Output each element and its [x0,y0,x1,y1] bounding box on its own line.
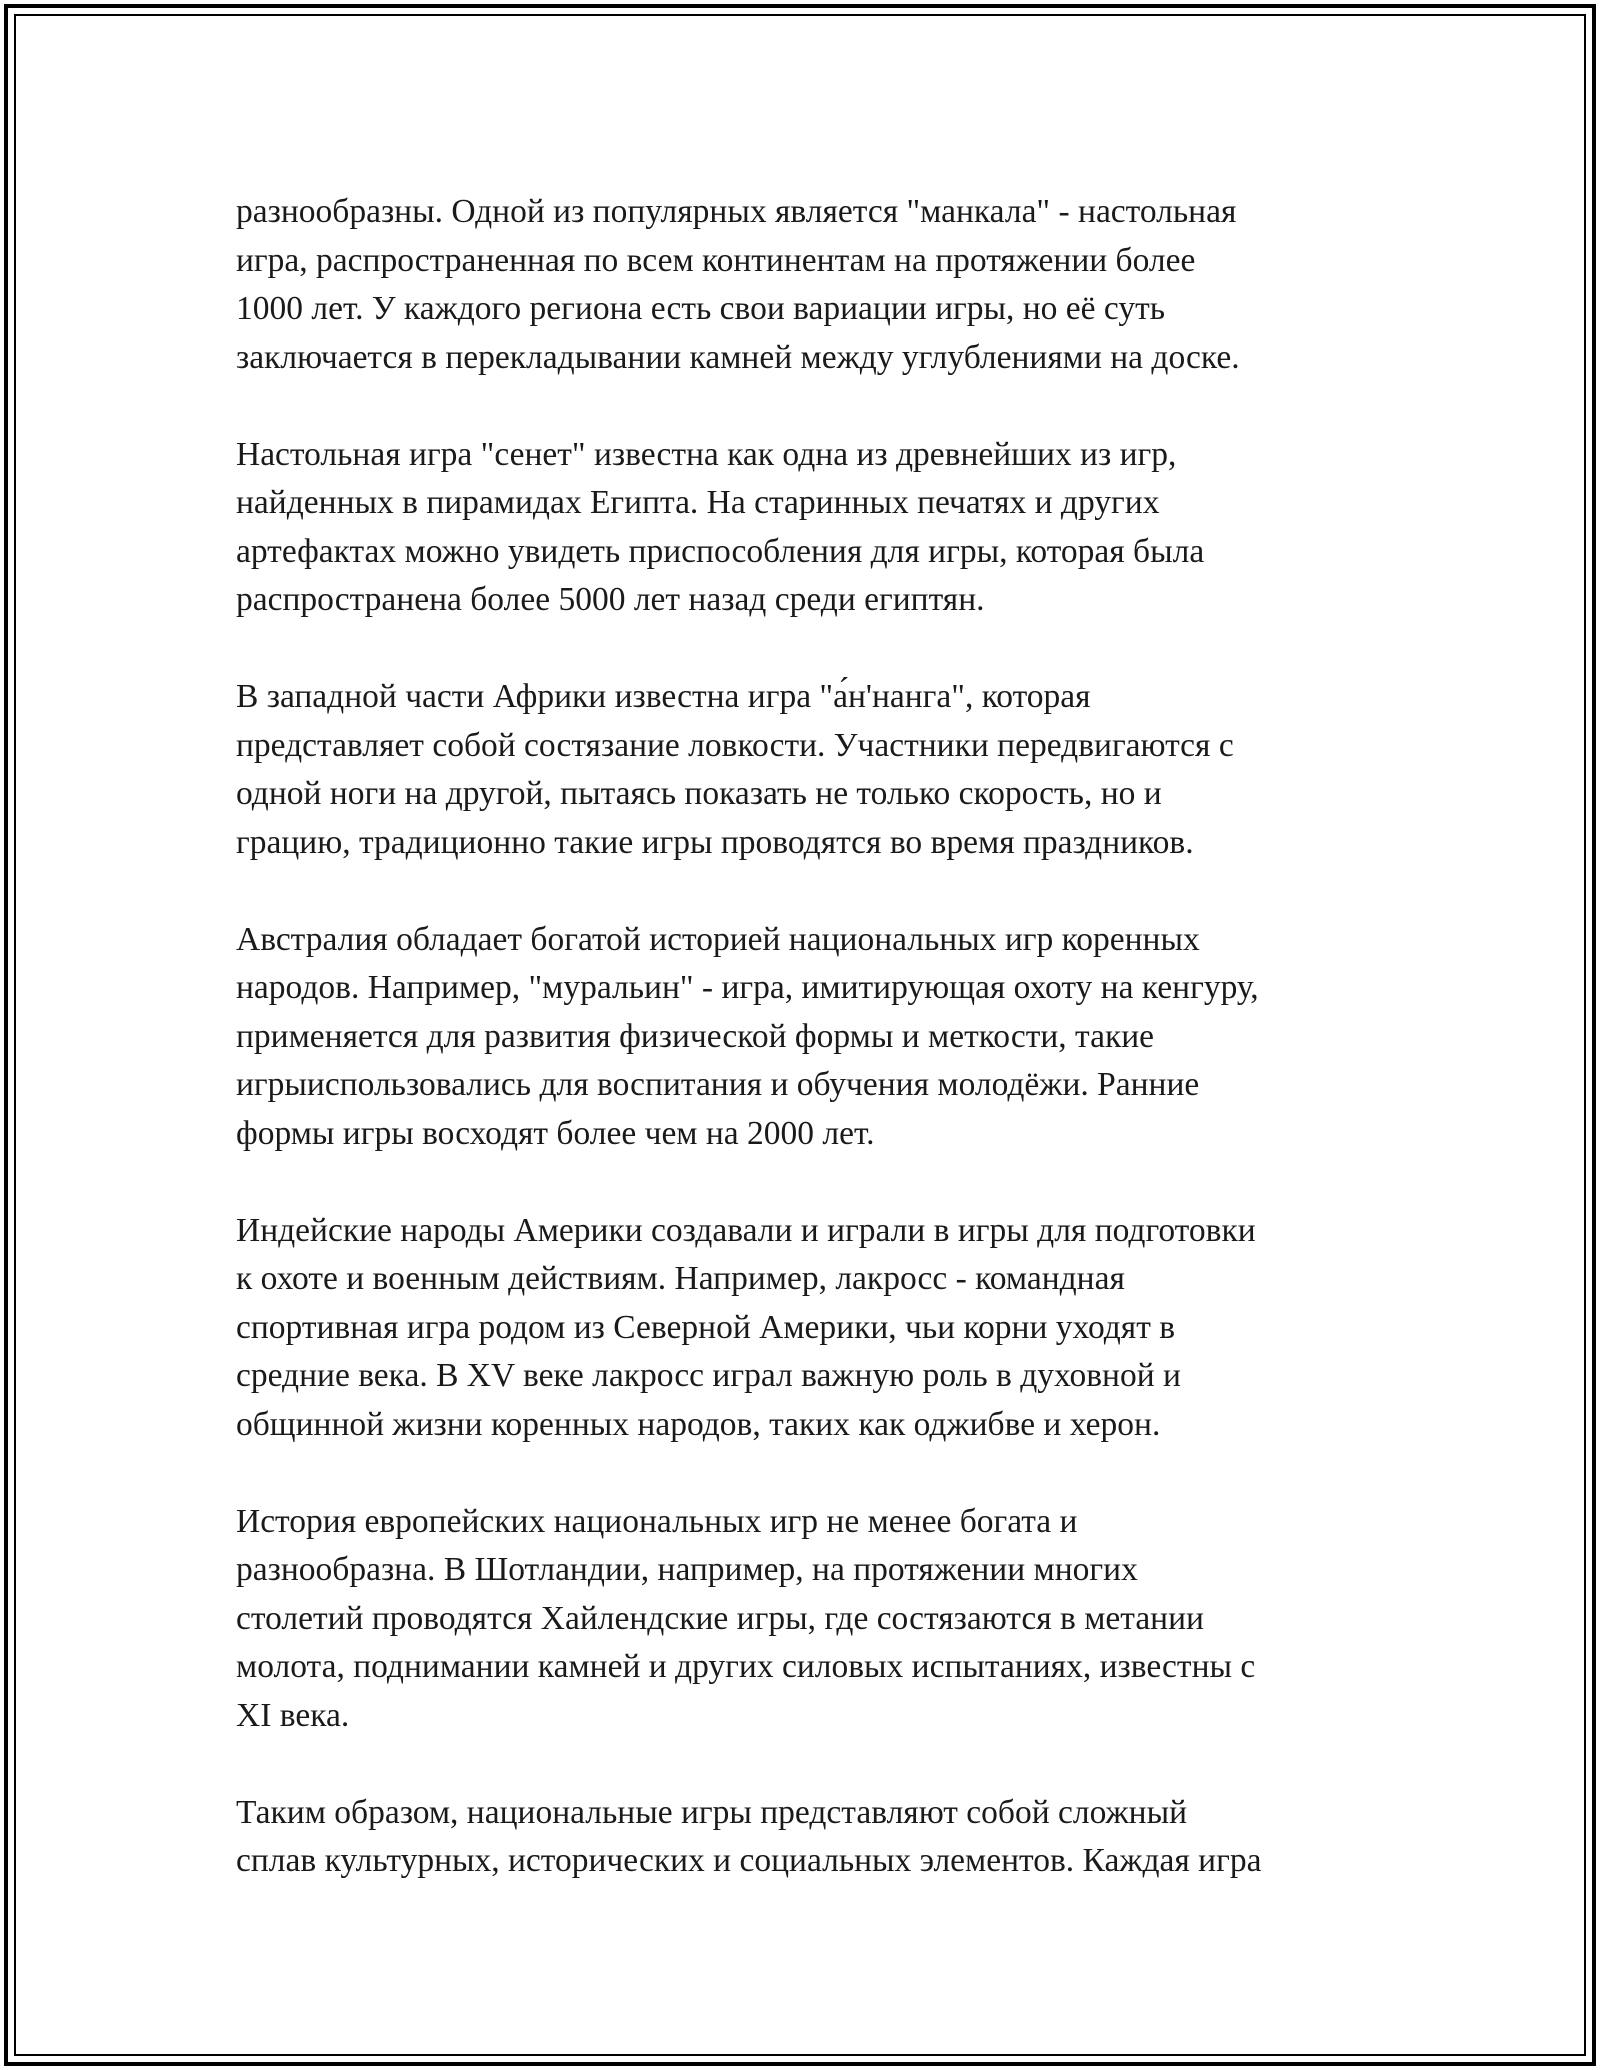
paragraph-australia [236,916,1396,1159]
text-line: игрыиспользовались для воспитания и обучения молодёжи. Ранние [236,1066,1200,1103]
text-line: народов. Например, "муральин" - игра, имитирующая охоту на кенгуру, [236,969,1259,1006]
text-line: разнообразна. В Шотландии, например, на протяжении многих [236,1551,1138,1588]
paragraph-america [236,1207,1396,1450]
text-line: общинной жизни коренных народов, таких как оджибве и херон. [236,1405,1161,1443]
text-line: заключается в перекладывании камней между углублениями на доске. [236,338,1240,376]
text-line: представляет собой состязание ловкости. Участники передвигаются с [236,726,1234,764]
text-line: 1000 лет. У каждого региона есть свои вариации игры, но её суть [236,290,1166,327]
text-line: Австралия обладает богатой историей национальных игр коренных [236,920,1200,958]
text-line: распространена более 5000 лет назад среди египтян. [236,581,985,618]
text-line: История европейских национальных игр не менее богата и [236,1502,1078,1540]
text-line: Настольная игра "сенет" известна как одна из древнейших из игр, [236,435,1177,473]
paragraph-africa [236,673,1396,867]
text-line: разнообразны. Одной из популярных является "манкала" - настольная [236,193,1237,230]
text-line: формы игры восходят более чем на 2000 лет. [236,1114,875,1152]
text-line: одной ноги на другой, пытаясь показать не только скорость, но и [236,775,1162,812]
paragraph-mancala [236,188,1396,382]
paragraph-europe [236,1498,1396,1741]
text-line: грацию, традиционно такие игры проводятся во время праздников. [236,823,1194,861]
text-line: к охоте и военным действиям. Например, лакросс - командная [236,1260,1125,1297]
text-line: молота, поднимании камней и других силовых испытаниях, известны с [236,1648,1256,1685]
text-line: артефактах можно увидеть приспособления для игры, которая была [236,532,1205,570]
text-line: Таким образом, национальные игры представляют собой сложный [236,1793,1188,1831]
text-line: игра, распространенная по всем континентам на протяжении более [236,241,1196,279]
text-line: Индейские народы Америки создавали и играли в игры для подготовки [236,1211,1256,1249]
document-body [236,188,1396,1934]
text-line: XI века. [236,1696,350,1734]
text-line: В западной части Африки известна игра "а́н'нанга", которая [236,678,1091,715]
text-line: спортивная игра родом из Северной Америки, чьи корни уходят в [236,1308,1176,1346]
text-line: сплав культурных, исторических и социальных элементов. Каждая игра [236,1842,1262,1879]
text-line: средние века. В XV веке лакросс играл важную роль в духовной и [236,1357,1181,1394]
text-line: применяется для развития физической формы и меткости, такие [236,1017,1155,1055]
text-line: столетий проводятся Хайлендские игры, где состязаются в метании [236,1599,1204,1637]
text-line: найденных в пирамидах Египта. На старинных печатях и других [236,484,1160,521]
paragraph-conclusion [236,1789,1396,1886]
paragraph-senet [236,431,1396,625]
